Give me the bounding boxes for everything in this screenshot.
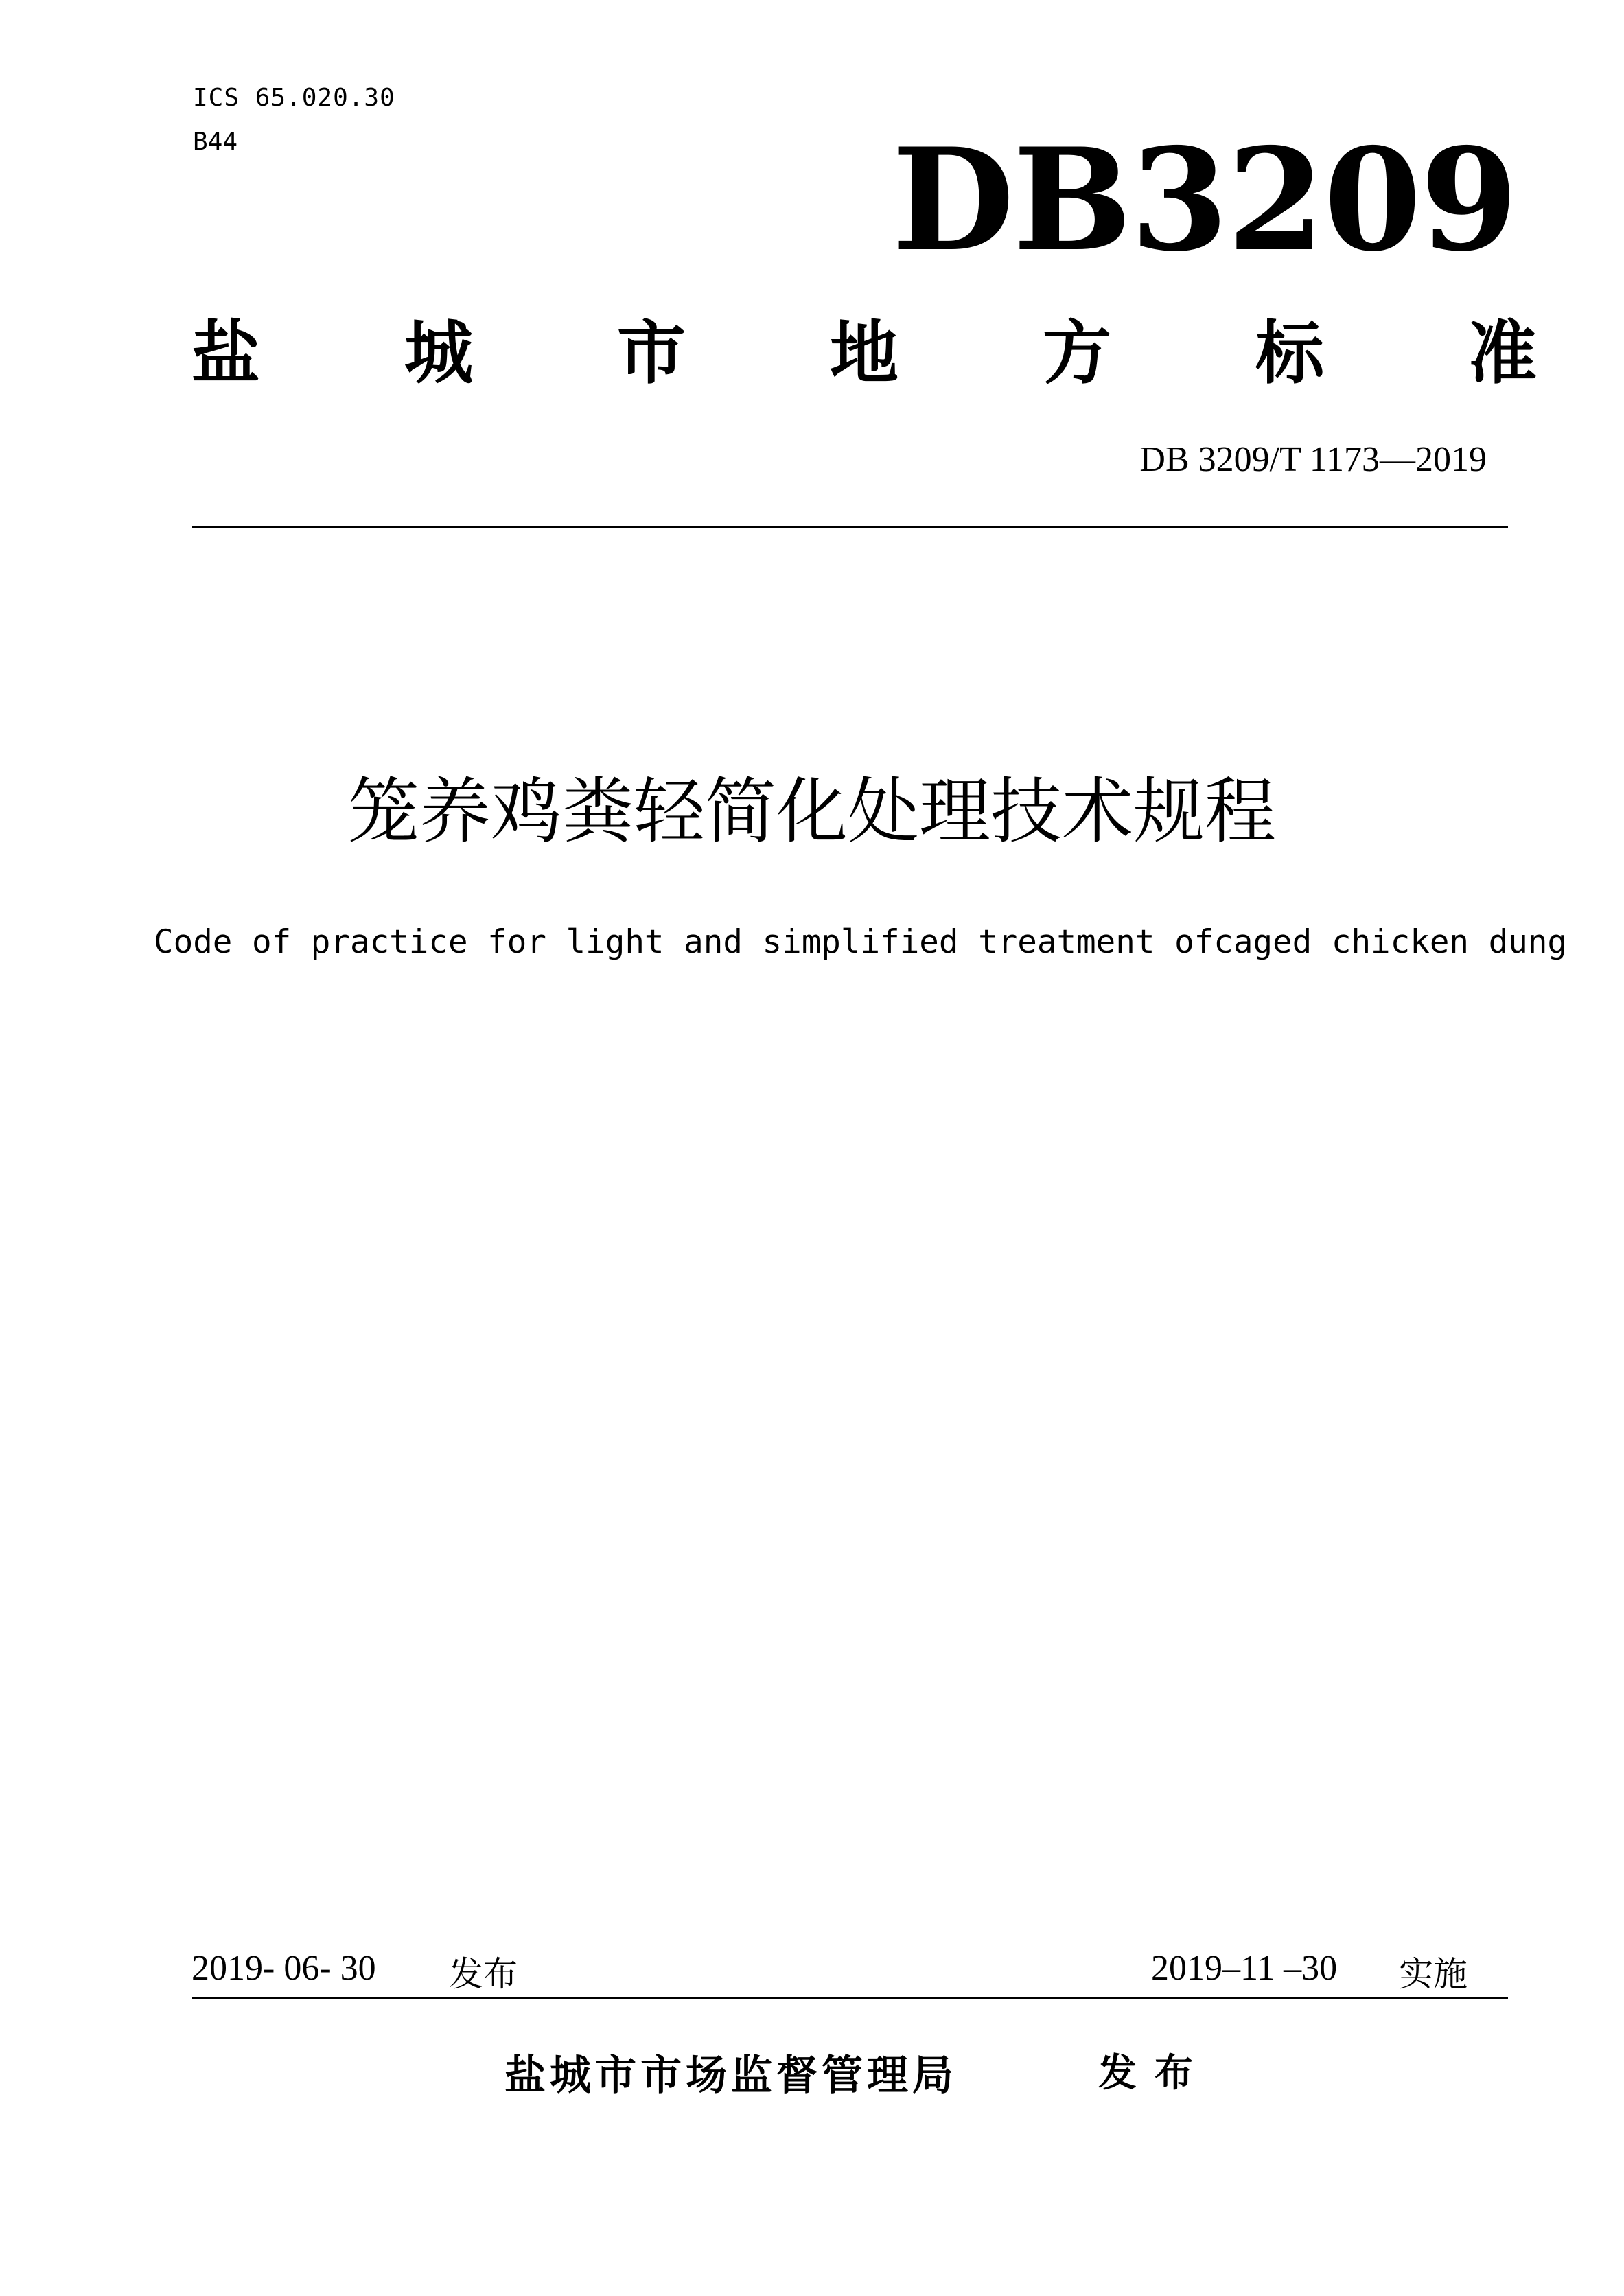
standard-type-char: 地	[830, 313, 898, 393]
title-english: Code of practice for light and simplified treatment ofcaged chicken dung	[154, 923, 1568, 961]
ics-code: ICS 65.020.30	[193, 84, 395, 112]
classification-code: B44	[193, 128, 238, 156]
bottom-divider	[192, 1997, 1508, 1999]
top-divider	[192, 526, 1508, 528]
implementation-date: 2019–11 –30	[1151, 1949, 1338, 1988]
standard-type-heading	[192, 312, 1537, 395]
issue-date: 2019- 06- 30	[192, 1949, 376, 1988]
standard-logo: DB3209	[892, 118, 1517, 283]
issuing-authority: 盐城市市场监督管理局	[504, 2052, 958, 2100]
implementation-label: 实施	[1399, 1954, 1468, 1994]
standard-type-char: 方	[1043, 313, 1111, 393]
standard-type-char: 准	[1468, 313, 1537, 393]
standard-type-char: 城	[404, 313, 473, 393]
title-chinese: 笼养鸡粪轻简化处理技术规程	[347, 769, 1276, 853]
issue-label: 发布	[449, 1954, 518, 1994]
standard-type-char: 盐	[192, 313, 260, 393]
issuer-suffix: 发布	[1098, 2051, 1211, 2096]
standard-type-char: 标	[1255, 313, 1324, 393]
standard-number: DB 3209/T 1173—2019	[1139, 440, 1487, 479]
standard-type-char: 市	[617, 313, 686, 393]
